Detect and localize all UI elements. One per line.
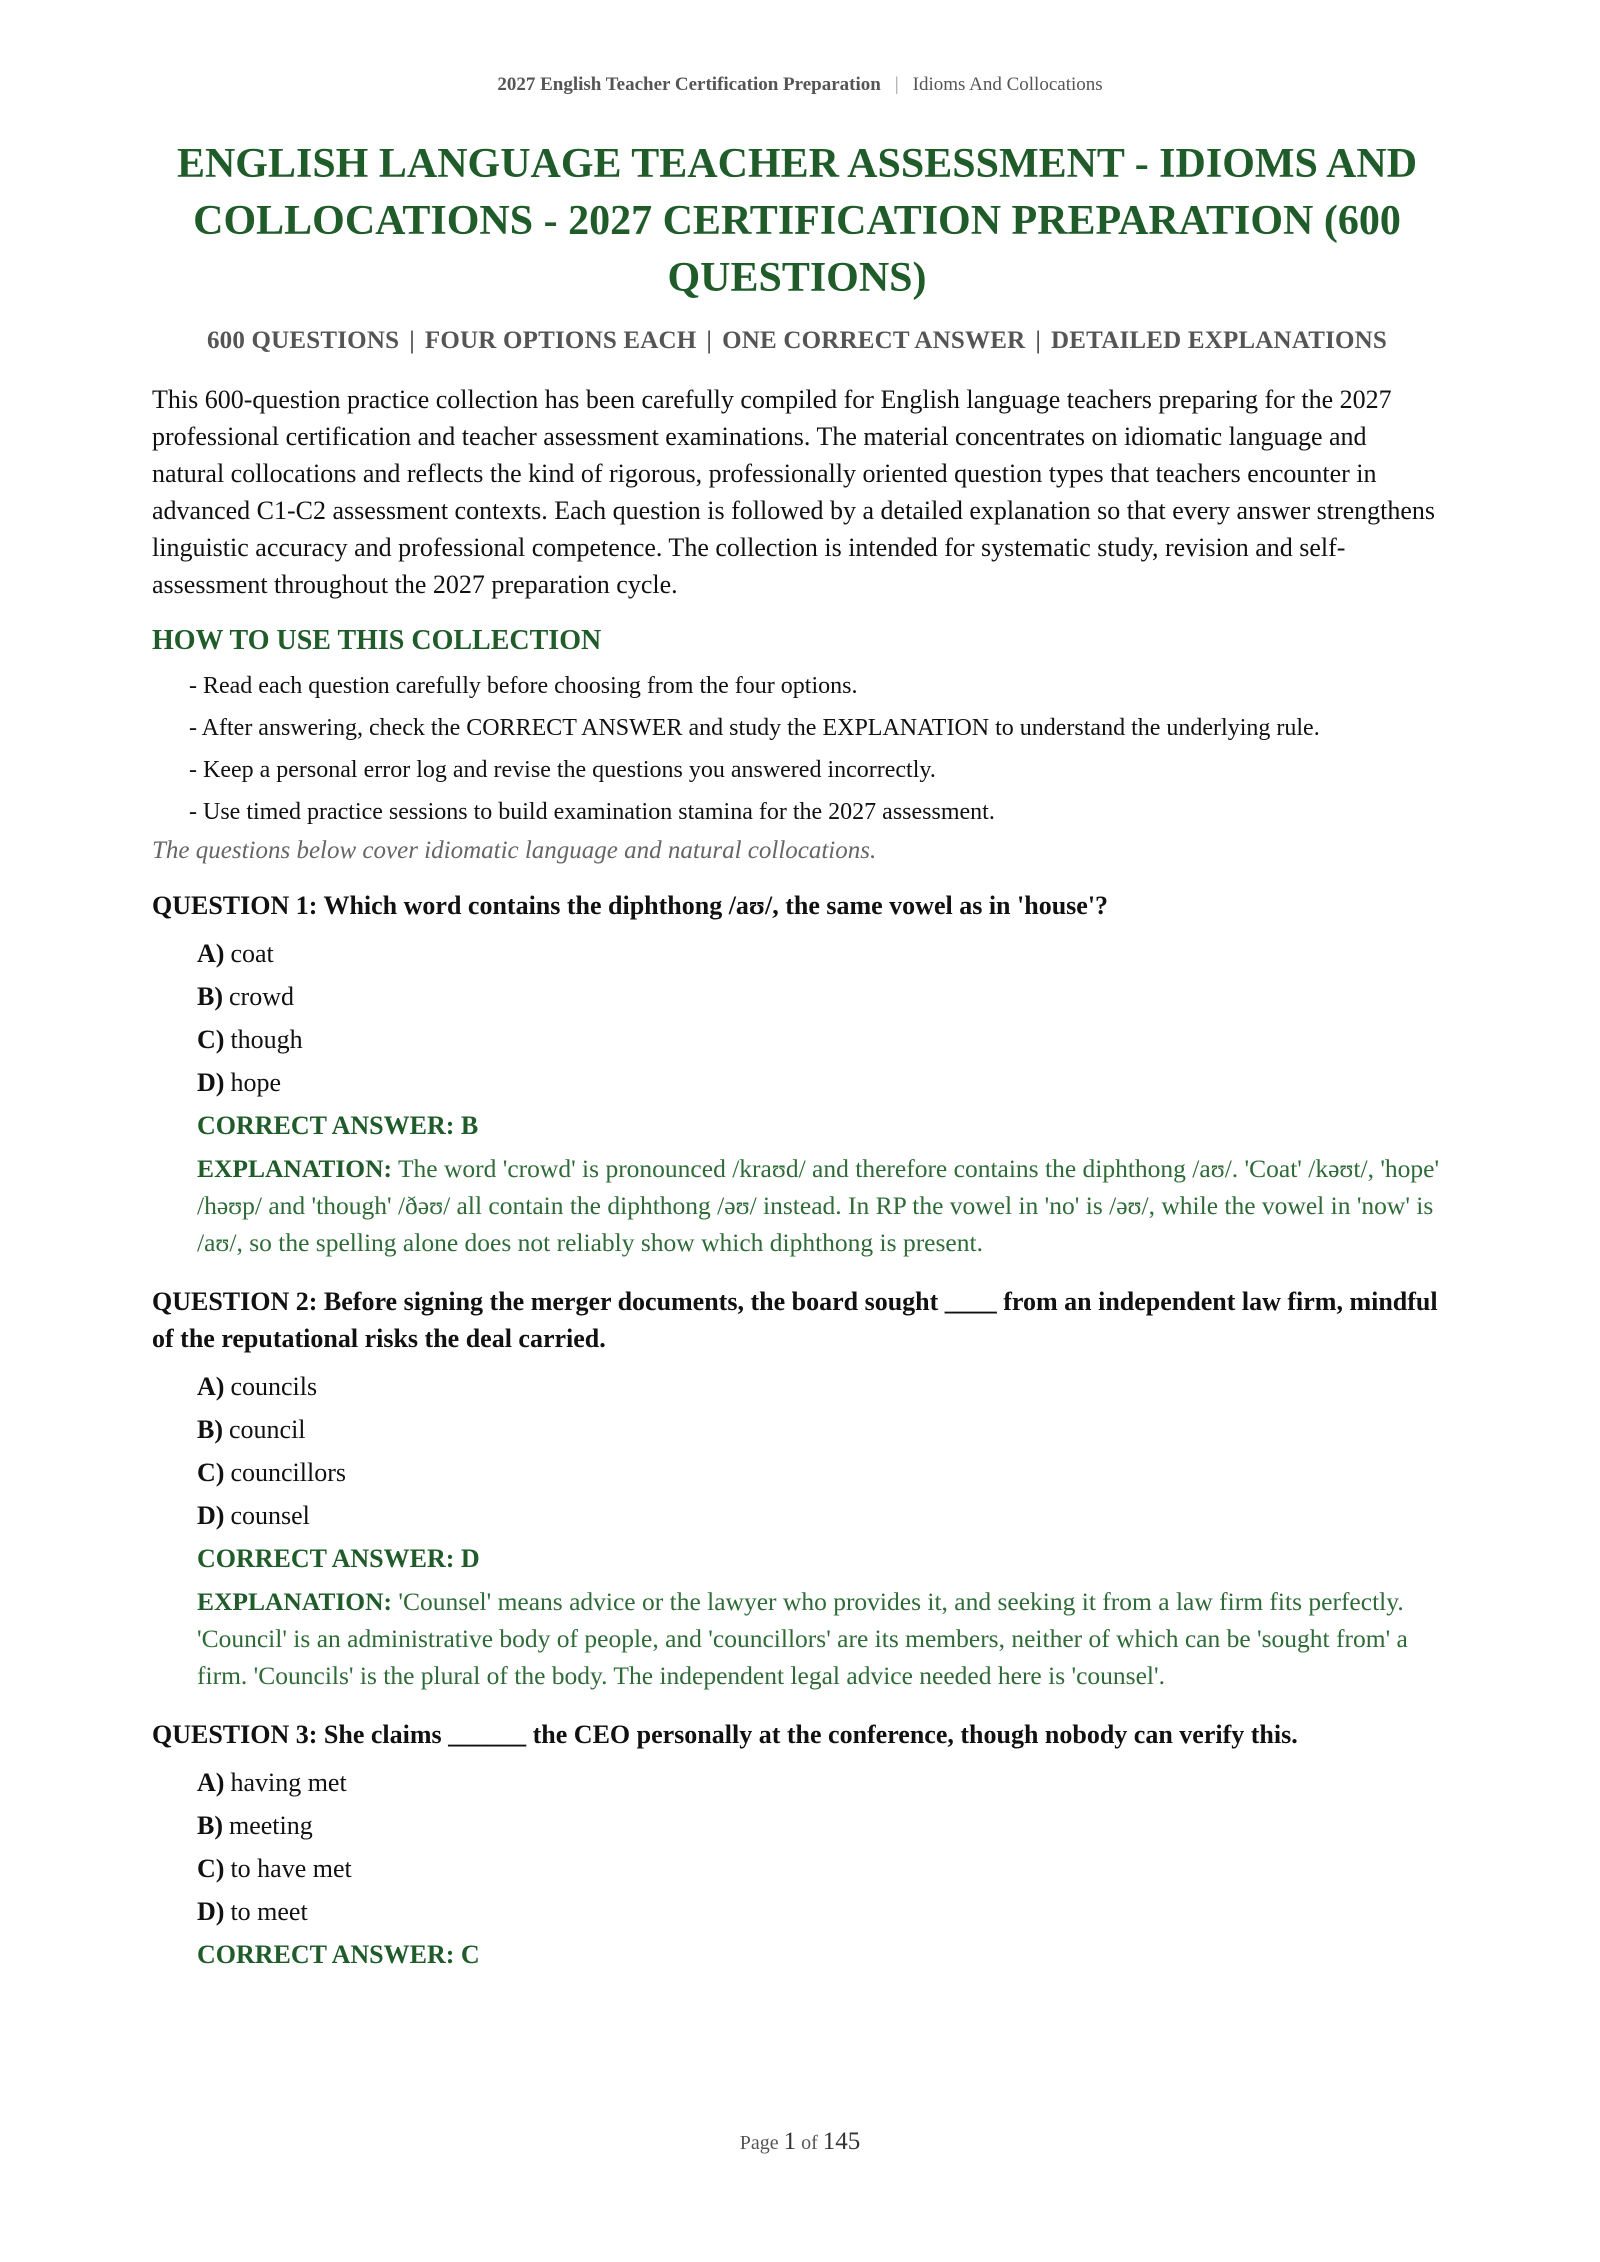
option-text: coat	[230, 939, 274, 968]
option-text: councillors	[230, 1458, 346, 1487]
explanation	[152, 1150, 1442, 1261]
option-text: having met	[230, 1768, 347, 1797]
option-d	[197, 1061, 1442, 1104]
option-a	[197, 932, 1442, 975]
option-letter: A)	[197, 1768, 225, 1797]
total-pages: 145	[822, 2128, 861, 2155]
option-letter: C)	[197, 1025, 225, 1054]
subtitle-separator: |	[1035, 327, 1042, 354]
question-options	[152, 1761, 1442, 1933]
explanation-label: EXPLANATION:	[197, 1154, 393, 1183]
option-letter: B)	[197, 1415, 223, 1444]
option-a	[197, 1761, 1442, 1804]
explanation-text: The word 'crowd' is pronounced /kraʊd/ and therefore contains the diphthong /aʊ/. 'Coat' /kəʊt/, 'hope' /həʊp/ and 'though' /ðəʊ/ all contain the diphthong /əʊ/ instead. In RP the vowel in 'no' is /əʊ/, while the vowel in 'now' is /aʊ/, so the spelling alone does not reliably show which diphthong is present.	[197, 1154, 1440, 1257]
subtitle-separator: |	[409, 327, 415, 354]
how-to-step: - Read each question carefully before choosing from the four options.	[189, 673, 858, 699]
explanation-text: 'Counsel' means advice or the lawyer who provides it, and seeking it from a law firm fits perfectly. 'Council' is an administrative body of people, and 'councillors' are its members, neither of which can be 'sought from' a firm. 'Councils' is the plural of the body. The independent legal advice needed here is 'counsel'.	[197, 1587, 1408, 1690]
option-text: council	[229, 1415, 306, 1444]
option-text: meeting	[229, 1811, 313, 1840]
option-letter: C)	[197, 1854, 225, 1883]
page-label: Page	[739, 2132, 779, 2154]
option-text: hope	[230, 1068, 281, 1097]
option-c	[197, 1451, 1442, 1494]
subtitle-item: 600 QUESTIONS	[206, 327, 400, 354]
subtitle-item: DETAILED EXPLANATIONS	[1051, 327, 1388, 354]
page-footer	[0, 2128, 1600, 2156]
subtitle-item: ONE CORRECT ANSWER	[722, 327, 1026, 354]
option-text: to have met	[230, 1854, 352, 1883]
explanation	[152, 1583, 1442, 1694]
explanation-label: EXPLANATION:	[197, 1587, 393, 1616]
option-text: counsel	[230, 1501, 310, 1530]
question-3	[152, 1716, 1442, 1975]
subtitle-separator: |	[706, 327, 713, 354]
page-number: 1	[783, 2128, 797, 2155]
how-to-step: - Keep a personal error log and revise the questions you answered incorrectly.	[189, 757, 936, 783]
correct-answer: CORRECT ANSWER: B	[197, 1111, 479, 1140]
question-text: QUESTION 3: She claims ______ the CEO personally at the conference, though nobody can verify this.	[152, 1720, 1298, 1749]
question-text: QUESTION 1: Which word contains the diphthong /aʊ/, the same vowel as in 'house'?	[152, 891, 1109, 920]
option-text: crowd	[229, 982, 294, 1011]
running-header-right: Idioms And Collocations	[912, 74, 1103, 95]
option-a	[197, 1365, 1442, 1408]
question-options	[152, 1365, 1442, 1537]
option-letter: D)	[197, 1068, 225, 1097]
question-text: QUESTION 2: Before signing the merger documents, the board sought ____ from an independent law firm, mindful of the reputational risks the deal carried.	[152, 1287, 1438, 1353]
question-1	[152, 887, 1442, 1261]
option-text: though	[230, 1025, 303, 1054]
option-text: councils	[230, 1372, 318, 1401]
correct-answer: CORRECT ANSWER: C	[197, 1940, 480, 1969]
option-text: to meet	[230, 1897, 308, 1926]
question-2	[152, 1283, 1442, 1694]
option-letter: B)	[197, 982, 223, 1011]
document-title: ENGLISH LANGUAGE TEACHER ASSESSMENT - IDIOMS AND COLLOCATIONS - 2027 CERTIFICATION PREPARATION (600 QUESTIONS)	[176, 141, 1418, 301]
option-c	[197, 1847, 1442, 1890]
question-options	[152, 932, 1442, 1104]
option-b	[197, 1804, 1442, 1847]
running-header-left: 2027 English Teacher Certification Preparation	[497, 74, 881, 95]
running-header-separator: |	[894, 74, 899, 95]
running-header	[0, 74, 1600, 96]
option-letter: A)	[197, 939, 225, 968]
option-letter: B)	[197, 1811, 223, 1840]
option-d	[197, 1494, 1442, 1537]
how-to-heading: HOW TO USE THIS COLLECTION	[152, 625, 602, 656]
option-b	[197, 975, 1442, 1018]
intro-paragraph: This 600-question practice collection has been carefully compiled for English language teachers preparing for the 2027 professional certification and teacher assessment examinations. The material concentrates on idiomatic language and natural collocations and reflects the kind of rigorous, professionally oriented question types that teachers encounter in advanced C1-C2 assessment contexts. Each question is followed by a detailed explanation so that every answer strengthens linguistic accuracy and professional competence. The collection is intended for systematic study, revision and self-assessment throughout the 2027 preparation cycle.	[152, 385, 1436, 599]
how-to-step: - After answering, check the CORRECT ANSWER and study the EXPLANATION to understand the underlying rule.	[189, 715, 1320, 741]
how-to-steps	[152, 669, 1442, 830]
option-letter: D)	[197, 1501, 225, 1530]
option-b	[197, 1408, 1442, 1451]
option-c	[197, 1018, 1442, 1061]
option-d	[197, 1890, 1442, 1933]
option-letter: C)	[197, 1458, 225, 1487]
coverage-note: The questions below cover idiomatic language and natural collocations.	[152, 837, 877, 864]
of-label: of	[801, 2132, 818, 2154]
how-to-step: - Use timed practice sessions to build examination stamina for the 2027 assessment.	[189, 799, 995, 825]
document-subtitle	[152, 327, 1442, 355]
option-letter: D)	[197, 1897, 225, 1926]
subtitle-item: FOUR OPTIONS EACH	[424, 327, 697, 354]
option-letter: A)	[197, 1372, 225, 1401]
correct-answer: CORRECT ANSWER: D	[197, 1544, 480, 1573]
page-content	[152, 130, 1442, 1975]
